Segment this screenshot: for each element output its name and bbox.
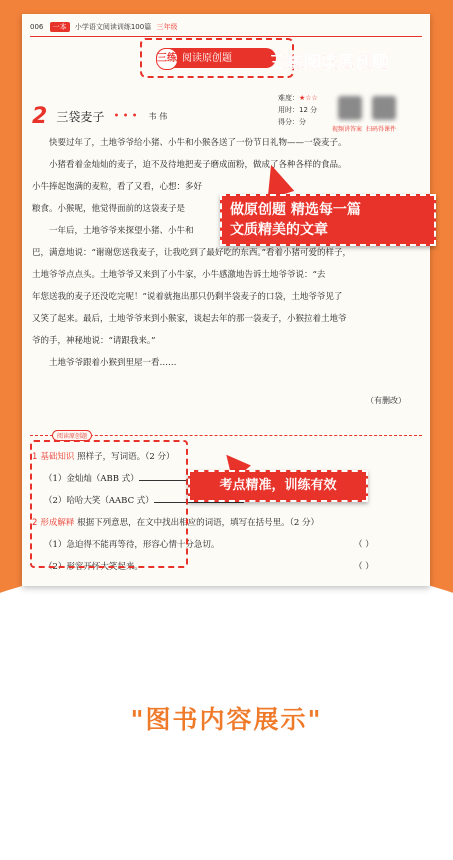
answer-paren[interactable]: （ ） — [354, 562, 374, 572]
article-number: 2 — [32, 104, 48, 129]
article-paragraph: 巴，满意地说：“谢谢您送我麦子，让我吃到了最好吃的东西。”看着小猪可爱的样子， — [32, 248, 351, 258]
question-2b: （2）形容开怀大笑起来。 — [44, 562, 143, 572]
qr-label: 视频讲答案 — [332, 126, 363, 133]
article-paragraph: 一年后，土地爷爷来探望小猪、小牛和 — [49, 226, 194, 236]
question-1-label: 基础知识 — [40, 452, 75, 462]
article-author: 韦 伟 — [148, 112, 168, 121]
question-1a: （1）金灿灿（ABB 式） — [44, 472, 229, 484]
header-divider — [30, 36, 422, 37]
qr-code-blurred — [338, 96, 362, 120]
qr-label: 扫码得课件 — [366, 126, 397, 133]
question-1-text: 照样子，写词语。（2 分） — [77, 452, 175, 462]
callout-banner-middle — [220, 194, 436, 246]
logo-badge: 三练 — [156, 48, 178, 70]
callout-top-text: 三练阅读原创题 — [270, 53, 389, 73]
page-number: 006 — [30, 23, 44, 31]
page-header — [30, 22, 177, 32]
question-2a: （1）急迫得不能再等待，形容心情十分急切。 — [44, 540, 220, 550]
callout-line: 文质精美的文章 — [230, 222, 328, 238]
article-paragraph: 土地爷爷点点头。土地爷爷又来到了小牛家，小牛感激地告诉土地爷爷说：“去 — [32, 270, 326, 280]
logo-text: 阅读原创题 — [182, 53, 232, 64]
difficulty-row: 难度：★☆☆ — [278, 94, 318, 102]
article-paragraph: 小牛捧起饱满的麦粒，看了又看，心想：多好 — [32, 182, 203, 192]
score-row: 得分：分 — [278, 118, 306, 126]
article-paragraph: 快要过年了，土地爷爷给小猪、小牛和小猴各送了一份节日礼物——一袋麦子。 — [49, 138, 347, 148]
article-title: 三袋麦子 — [56, 110, 105, 124]
article-title-row — [32, 104, 167, 129]
qr-code-blurred — [372, 96, 396, 120]
logo-pill — [156, 48, 276, 68]
article-paragraph: 年您送我的麦子还没吃完呢！”说着就拖出那只仍剩半袋麦子的口袋，土地爷爷见了 — [32, 292, 343, 302]
article-paragraph: 爷的手，神秘地说：“请跟我来。” — [32, 336, 156, 346]
footer-title: "图书内容展示" — [130, 705, 323, 734]
questions-dashed-frame — [30, 440, 188, 568]
section-tag: 阅读原创题 — [52, 430, 92, 441]
difficulty-stars: ★☆☆ — [299, 94, 318, 102]
article-paragraph: 小猪看着金灿灿的麦子，迫不及待地把麦子磨成面粉，做成了各种各样的食品。 — [49, 160, 347, 170]
source-note: （有删改） — [366, 396, 406, 405]
time-row: 用时：12 分 — [278, 106, 318, 114]
title-dots: • • • — [113, 111, 138, 122]
question-2: 2 形成解释 根据下列意思，在文中找出相应的词语，填写在括号里。（2 分） — [32, 518, 320, 528]
article-paragraph: 又笑了起来。最后，土地爷爷来到小猴家，谈起去年的那一袋麦子，小猴拉着土地爷 — [32, 314, 347, 324]
answer-paren[interactable]: （ ） — [354, 540, 374, 550]
callout-line: 做原创题 精选每一篇 — [230, 202, 361, 218]
grade-label: 三年级 — [156, 23, 178, 31]
article-paragraph: 粮食。小猴呢，他觉得面前的这袋麦子是 — [32, 204, 186, 214]
question-1: 1 基础知识 照样子，写词语。（2 分） — [32, 452, 175, 462]
brand-badge: 一本 — [50, 22, 70, 32]
question-2-text: 根据下列意思，在文中找出相应的词语，填写在括号里。（2 分） — [77, 518, 320, 528]
callout-banner-bottom: 考点精准，训练有效 — [188, 470, 368, 502]
question-2-label: 形成解释 — [40, 518, 75, 528]
article-paragraph: 土地爷爷跟着小猴到里屋一看…… — [49, 358, 177, 368]
question-1b: （2）哈哈大笑（AABC 式） — [44, 494, 244, 506]
article-info — [278, 92, 318, 128]
series-title: 小学语文阅读训练100篇 — [74, 23, 152, 31]
